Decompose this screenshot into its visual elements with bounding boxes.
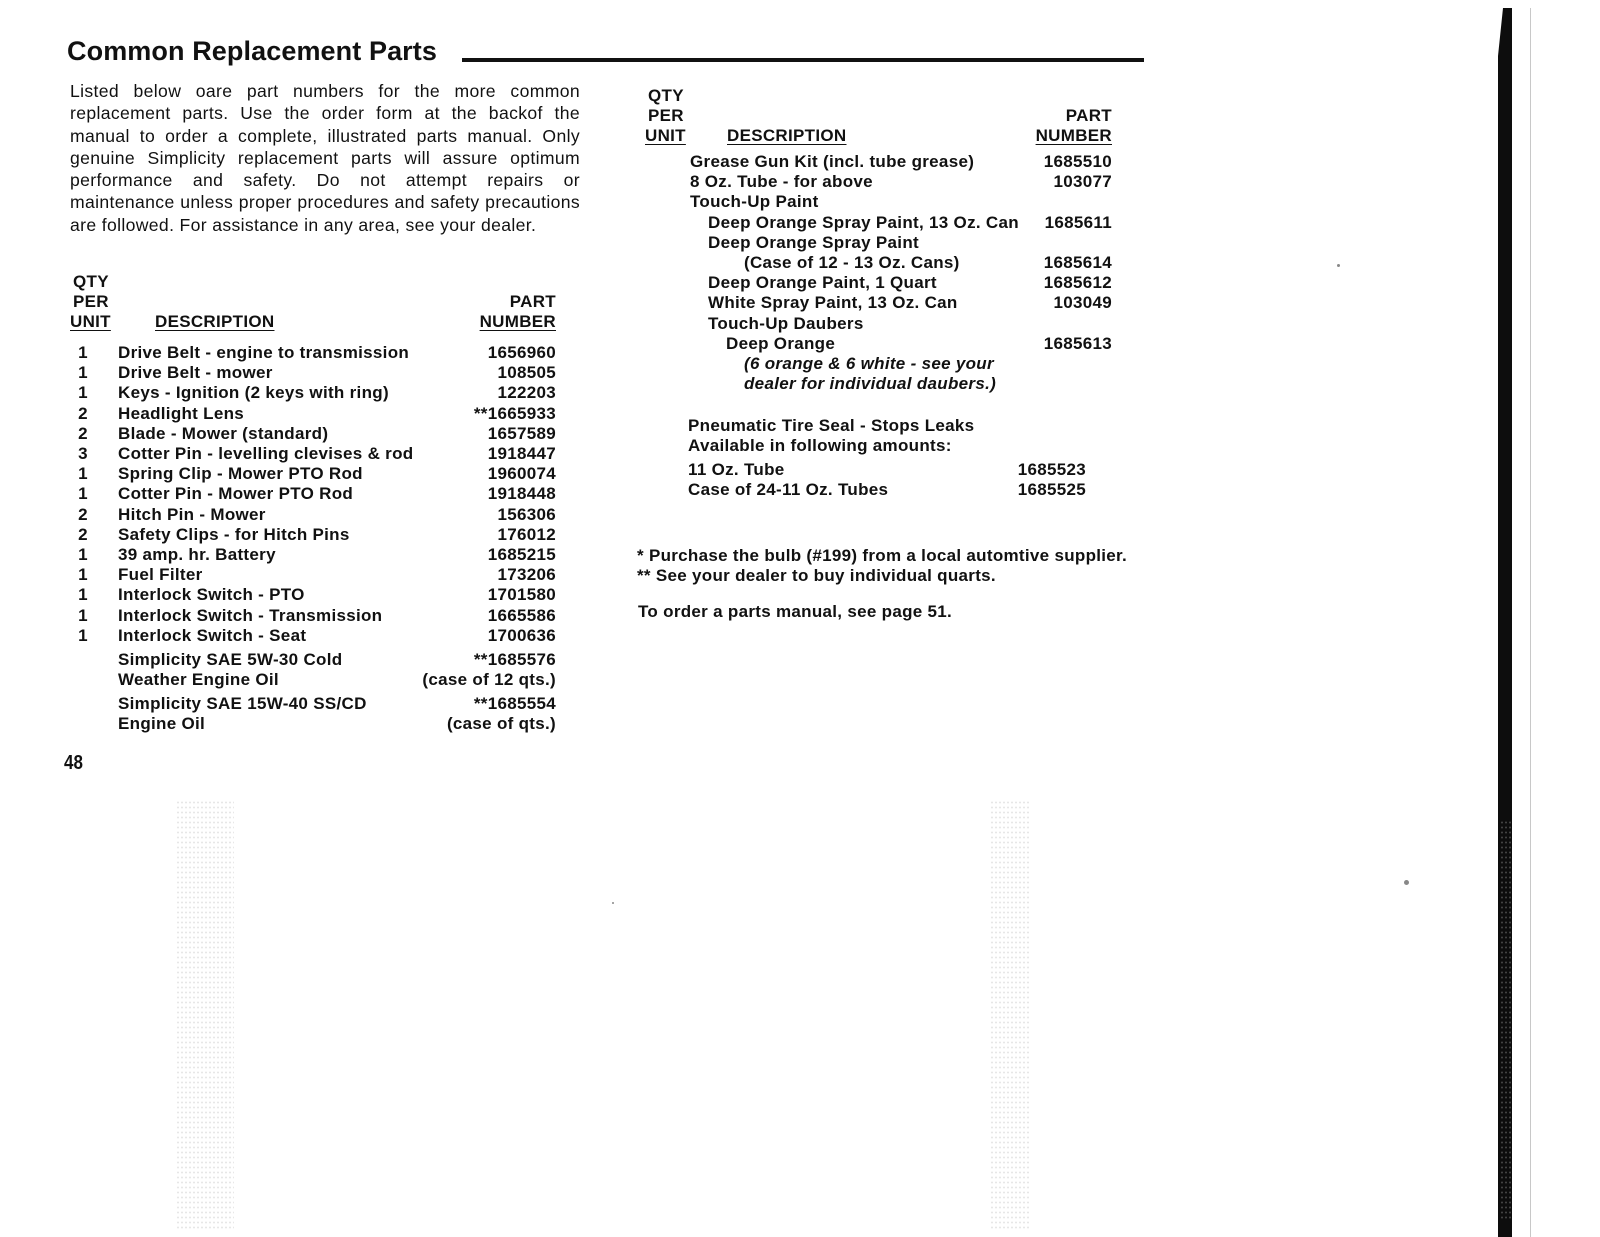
part-number: 103049: [1053, 293, 1112, 313]
left-part-row: [70, 505, 556, 525]
right-header-qty-line1: QTY: [648, 86, 684, 105]
part-qty: 1: [78, 484, 88, 504]
right-part-row: [708, 233, 1112, 253]
right-header-qty-line3: UNIT: [645, 126, 686, 145]
part-description: (6 orange & 6 white - see your: [744, 354, 994, 373]
part-description: Drive Belt - mower: [118, 363, 273, 383]
left-part-row: [70, 626, 556, 646]
oil-1-package-note: (case of 12 qts.): [422, 670, 556, 689]
part-description: Deep Orange Spray Paint: [708, 232, 919, 252]
part-qty: 2: [78, 504, 88, 524]
part-number: 156306: [497, 504, 556, 524]
part-description: Hitch Pin - Mower: [118, 504, 266, 524]
right-part-row: [708, 213, 1112, 233]
part-number: 1685612: [1043, 273, 1112, 293]
part-description: dealer for individual daubers.): [744, 374, 997, 394]
part-qty: 2: [78, 403, 88, 423]
left-part-row: [70, 383, 556, 403]
right-part-row: [690, 172, 1112, 192]
part-qty: 1: [78, 343, 88, 362]
left-header-part-line2: NUMBER: [479, 312, 556, 331]
left-header-qty-line3: UNIT: [70, 312, 111, 331]
tire-seal-line1: Pneumatic Tire Seal - Stops Leaks: [688, 416, 975, 435]
part-description: 8 Oz. Tube - for above: [690, 172, 873, 192]
scan-grain-binding: [1500, 820, 1512, 1220]
part-description: Cotter Pin - levelling clevises & rod: [118, 444, 414, 463]
part-number: 1656960: [487, 343, 556, 362]
part-qty: 3: [78, 444, 88, 463]
footnote-single-asterisk: * Purchase the bulb (#199) from a local automtive supplier.: [637, 546, 1128, 565]
part-description: Interlock Switch - PTO: [118, 585, 305, 605]
part-description: Deep Orange: [726, 333, 836, 353]
oil-2-part-number: **1685554: [473, 694, 556, 713]
part-description: Deep Orange Paint, 1 Quart: [708, 273, 937, 293]
part-number: 1918447: [487, 444, 556, 463]
order-manual-note: To order a parts manual, see page 51.: [638, 602, 953, 621]
right-part-row: [726, 334, 1112, 354]
oil-2-description-line2: Engine Oil: [118, 714, 206, 733]
right-part-row: [708, 273, 1112, 293]
part-qty: 1: [78, 625, 88, 645]
left-part-row: [70, 545, 556, 565]
part-number: 173206: [497, 565, 556, 585]
scan-grain-middle: [990, 800, 1030, 1230]
page-title: Common Replacement Parts: [67, 36, 437, 66]
part-number: 1685510: [1043, 152, 1112, 171]
scan-grain-left: [176, 800, 234, 1230]
tire-seal-item-1-description: 11 Oz. Tube: [688, 460, 785, 479]
left-part-row: [70, 464, 556, 484]
part-description: Grease Gun Kit (incl. tube grease): [690, 152, 975, 171]
oil-1-description-line2: Weather Engine Oil: [118, 670, 279, 689]
part-qty: 1: [78, 464, 88, 484]
right-header-part-line1: PART: [1065, 106, 1112, 125]
part-description: Touch-Up Paint: [690, 192, 819, 212]
right-part-row: [690, 192, 1112, 212]
part-qty: 2: [78, 423, 88, 443]
part-qty: 2: [78, 524, 88, 544]
part-description: Interlock Switch - Seat: [118, 625, 307, 645]
left-part-row: [70, 404, 556, 424]
left-header-description: DESCRIPTION: [155, 312, 275, 331]
part-number: 1685614: [1043, 253, 1112, 272]
part-description: Drive Belt - engine to transmission: [118, 343, 410, 362]
part-description: Deep Orange Spray Paint, 13 Oz. Can: [708, 212, 1019, 232]
part-number: 1665586: [487, 605, 556, 625]
part-description: Cotter Pin - Mower PTO Rod: [118, 484, 354, 504]
part-qty: 1: [78, 605, 88, 625]
tire-seal-item-2-description: Case of 24-11 Oz. Tubes: [688, 480, 889, 499]
part-description: Interlock Switch - Transmission: [118, 605, 383, 625]
part-description: Blade - Mower (standard): [118, 423, 329, 443]
part-description: Spring Clip - Mower PTO Rod: [118, 464, 363, 484]
part-number: 1960074: [487, 464, 556, 484]
oil-1-description-line1: Simplicity SAE 5W-30 Cold: [118, 650, 343, 669]
footnote-double-asterisk: ** See your dealer to buy individual quarts.: [637, 566, 996, 585]
part-number: 1918448: [487, 484, 556, 504]
left-header-qty-line2: PER: [73, 292, 109, 311]
scan-speck: [1404, 880, 1409, 885]
part-number: 1685611: [1044, 212, 1112, 232]
left-part-row: [70, 444, 556, 464]
left-part-row: [70, 343, 556, 363]
title-rule: [462, 58, 1144, 62]
part-description: 39 amp. hr. Battery: [118, 545, 276, 564]
part-number: 1701580: [487, 585, 556, 605]
right-part-row: [690, 152, 1112, 172]
part-number: **1665933: [473, 403, 556, 423]
oil-2-description-line1: Simplicity SAE 15W-40 SS/CD: [118, 694, 367, 713]
part-number: 1657589: [487, 423, 556, 443]
right-part-row: [708, 293, 1112, 313]
page-edge-line: [1530, 8, 1531, 1237]
part-qty: 1: [78, 545, 88, 564]
part-description: Headlight Lens: [118, 403, 245, 423]
part-number: 122203: [497, 383, 556, 403]
part-description: Keys - Ignition (2 keys with ring): [118, 383, 389, 403]
part-number: 1685613: [1043, 333, 1112, 353]
oil-2-package-note: (case of qts.): [446, 714, 556, 733]
right-part-row: [744, 374, 1112, 394]
part-number: 176012: [497, 524, 556, 544]
right-part-row: [744, 253, 1112, 273]
left-header-qty-line1: QTY: [73, 272, 109, 291]
right-header-qty-line2: PER: [648, 106, 684, 125]
part-number: 103077: [1053, 172, 1112, 192]
left-part-row: [70, 484, 556, 504]
part-description: Touch-Up Daubers: [708, 313, 864, 333]
page-number: 48: [64, 752, 83, 774]
tire-seal-item-1-part-number: 1685523: [1017, 460, 1086, 479]
right-header-part-line2: NUMBER: [1035, 126, 1112, 145]
right-part-row: [744, 354, 1112, 374]
left-part-row: [70, 525, 556, 545]
oil-1-part-number: **1685576: [473, 650, 556, 669]
part-number: 1685215: [487, 545, 556, 564]
right-part-row: [708, 314, 1112, 334]
tire-seal-item-2-part-number: 1685525: [1017, 480, 1086, 499]
part-number: 1700636: [487, 625, 556, 645]
part-qty: 1: [78, 585, 88, 605]
part-description: White Spray Paint, 13 Oz. Can: [708, 293, 958, 313]
part-qty: 1: [78, 565, 88, 585]
left-header-part-line1: PART: [509, 292, 556, 311]
part-qty: 1: [78, 383, 88, 403]
part-description: (Case of 12 - 13 Oz. Cans): [744, 253, 960, 272]
scan-speck: [612, 902, 614, 904]
part-number: 108505: [497, 363, 556, 383]
part-qty: 1: [78, 363, 88, 383]
tire-seal-line2: Available in following amounts:: [688, 436, 952, 455]
part-description: Fuel Filter: [118, 565, 203, 585]
left-part-row: [70, 565, 556, 585]
left-part-row: [70, 606, 556, 626]
left-part-row: [70, 585, 556, 605]
left-part-row: [70, 363, 556, 383]
part-description: Safety Clips - for Hitch Pins: [118, 524, 350, 544]
intro-paragraph: Listed below oare part numbers for the more common replacement parts. Use the order form at the backof the manual to order a complete, illustrated parts manual. Only genuine Simplicity replacement parts will assure optimum performance and safety. Do not attempt repairs or maintenance unless proper procedures and safety precautions are followed. For assistance in any area, see your dealer.: [70, 81, 580, 235]
right-header-description: DESCRIPTION: [727, 126, 847, 145]
left-part-row: [70, 424, 556, 444]
scan-speck: [1337, 264, 1340, 267]
